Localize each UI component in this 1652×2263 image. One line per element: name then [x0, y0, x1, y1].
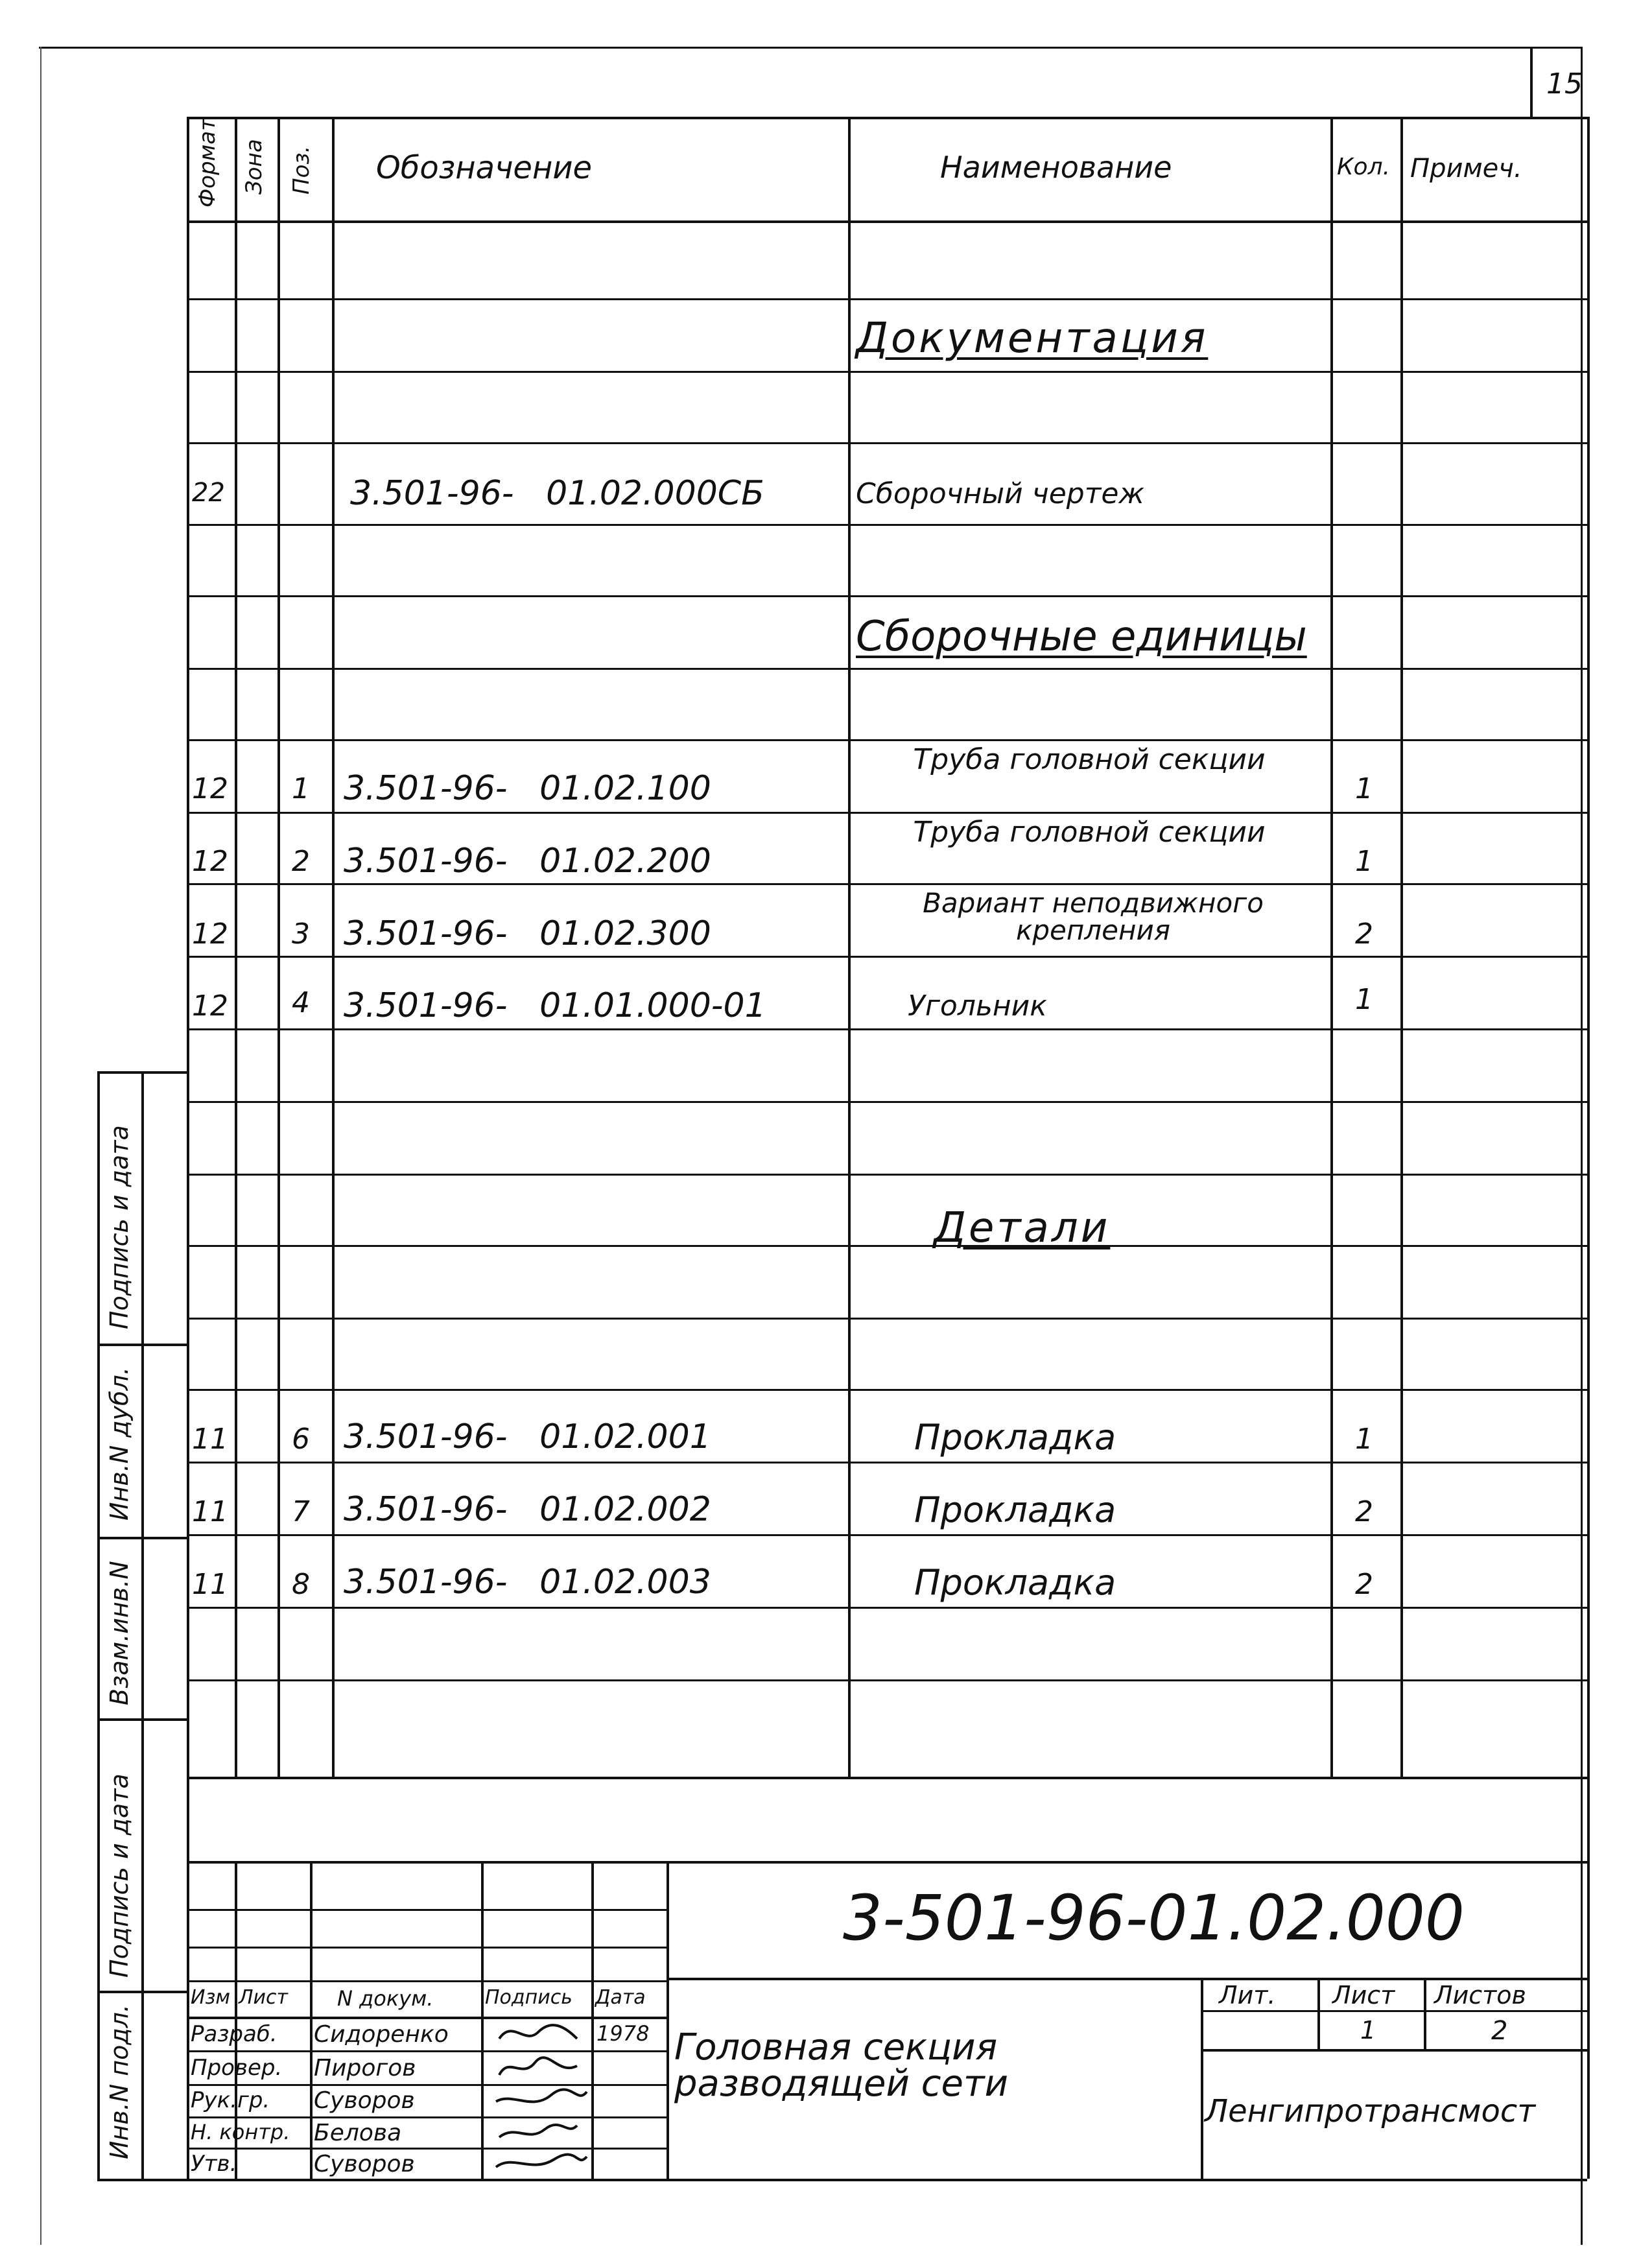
- sheets-label: Листов: [1434, 1981, 1526, 2009]
- section-details: Детали: [934, 1204, 1111, 1252]
- row-qty: 1: [1355, 983, 1373, 1016]
- header-designation: Обозначение: [376, 150, 593, 186]
- row-format: 22: [192, 478, 225, 508]
- col-list: Лист: [239, 1986, 289, 2009]
- row-format: 12: [192, 845, 228, 878]
- col-ndokum: N докум.: [337, 1986, 434, 2011]
- row-designation: 3.501-96- 01.02.001: [344, 1417, 711, 1456]
- row-designation: 3.501-96- 01.02.200: [344, 842, 711, 881]
- lit-label: Лит.: [1219, 1981, 1276, 2009]
- header-zone: Зона: [241, 139, 267, 195]
- doc-title-line2: разводящей сети: [674, 2063, 1008, 2105]
- role-name: Сидоренко: [314, 2021, 449, 2048]
- sheets-value: 2: [1491, 2016, 1508, 2046]
- role-name: Пирогов: [314, 2055, 416, 2081]
- organization: Ленгипротрансмост: [1205, 2093, 1536, 2129]
- row-name: Прокладка: [914, 1562, 1116, 1603]
- row-qty: 1: [1355, 772, 1373, 805]
- signature-scribble: [493, 2085, 590, 2115]
- row-qty: 1: [1355, 845, 1373, 878]
- row-pos: 6: [292, 1423, 310, 1456]
- row-name: Вариант неподвижного крепления: [923, 887, 1264, 946]
- row-format: 11: [192, 1423, 228, 1456]
- header-note: Примеч.: [1410, 154, 1522, 184]
- row-pos: 2: [292, 845, 310, 878]
- row-pos: 1: [292, 772, 310, 805]
- row-format: 11: [192, 1495, 228, 1528]
- row-designation: 3.501-96- 01.01.000-01: [344, 986, 766, 1025]
- role-name: Белова: [314, 2120, 402, 2146]
- col-izm: Изм: [191, 1986, 231, 2009]
- role-date: 1978: [596, 2021, 650, 2046]
- doc-number: 3-501-96-01.02.000: [843, 1882, 1465, 1954]
- signature-scribble: [493, 2019, 584, 2049]
- row-name: Прокладка: [914, 1417, 1116, 1458]
- row-name: Сборочный чертеж: [856, 477, 1145, 510]
- role-label: Провер.: [191, 2055, 283, 2081]
- row-designation: 3.501-96- 01.02.003: [344, 1563, 711, 1602]
- role-label: Рук.гр.: [191, 2087, 270, 2113]
- row-format: 12: [192, 989, 228, 1023]
- signature-scribble: [493, 2149, 590, 2177]
- row-qty: 2: [1355, 1495, 1373, 1528]
- row-qty: 2: [1355, 918, 1373, 951]
- row-qty: 1: [1355, 1423, 1373, 1456]
- row-designation: 3.501-96- 01.02.002: [344, 1490, 711, 1529]
- header-pos: Поз.: [289, 145, 314, 195]
- header-qty: Кол.: [1337, 154, 1391, 180]
- section-assembly-units: Сборочные единицы: [856, 613, 1307, 661]
- row-pos: 8: [292, 1568, 310, 1601]
- row-name: Прокладка: [914, 1489, 1116, 1530]
- row-format: 12: [192, 772, 228, 805]
- col-podpis: Подпись: [485, 1986, 572, 2009]
- role-label: Утв.: [191, 2151, 237, 2177]
- row-name: Труба головной секции: [913, 816, 1266, 849]
- role-label: Разраб.: [191, 2021, 277, 2047]
- row-pos: 7: [292, 1495, 310, 1528]
- row-designation: 3.501-96- 01.02.000СБ: [350, 474, 764, 513]
- row-qty: 2: [1355, 1568, 1373, 1601]
- row-format: 12: [192, 918, 228, 951]
- row-pos: 4: [292, 986, 310, 1019]
- section-documentation: Документация: [856, 314, 1209, 362]
- row-format: 11: [192, 1568, 228, 1601]
- side-label-inv-podl: Инв.N подл.: [105, 2004, 134, 2159]
- sheet-number: 15: [1546, 67, 1583, 101]
- row-designation: 3.501-96- 01.02.300: [344, 914, 711, 953]
- side-label-inv-dubl: Инв.N дубл.: [105, 1367, 134, 1521]
- row-name: Угольник: [908, 989, 1047, 1023]
- side-label-sign-date: Подпись и дата: [105, 1125, 134, 1329]
- role-name: Суворов: [314, 2087, 415, 2114]
- row-designation: 3.501-96- 01.02.100: [344, 769, 711, 808]
- header-name: Наименование: [940, 150, 1172, 185]
- row-pos: 3: [292, 918, 310, 951]
- side-label-vzam-inv: Взам.инв.N: [105, 1561, 134, 1705]
- signature-scribble: [493, 2053, 584, 2083]
- role-label: Н. контр.: [191, 2120, 290, 2144]
- side-label-sign-date-2: Подпись и дата: [105, 1773, 134, 1978]
- sheet-value: 1: [1360, 2016, 1376, 2044]
- signature-scribble: [493, 2118, 584, 2148]
- role-name: Суворов: [314, 2151, 415, 2177]
- header-format: Формат: [195, 118, 220, 207]
- col-data: Дата: [595, 1986, 646, 2009]
- sheet-label: Лист: [1332, 1981, 1395, 2009]
- doc-title-line1: Головная секция: [674, 2026, 998, 2068]
- row-name: Труба головной секции: [913, 743, 1266, 776]
